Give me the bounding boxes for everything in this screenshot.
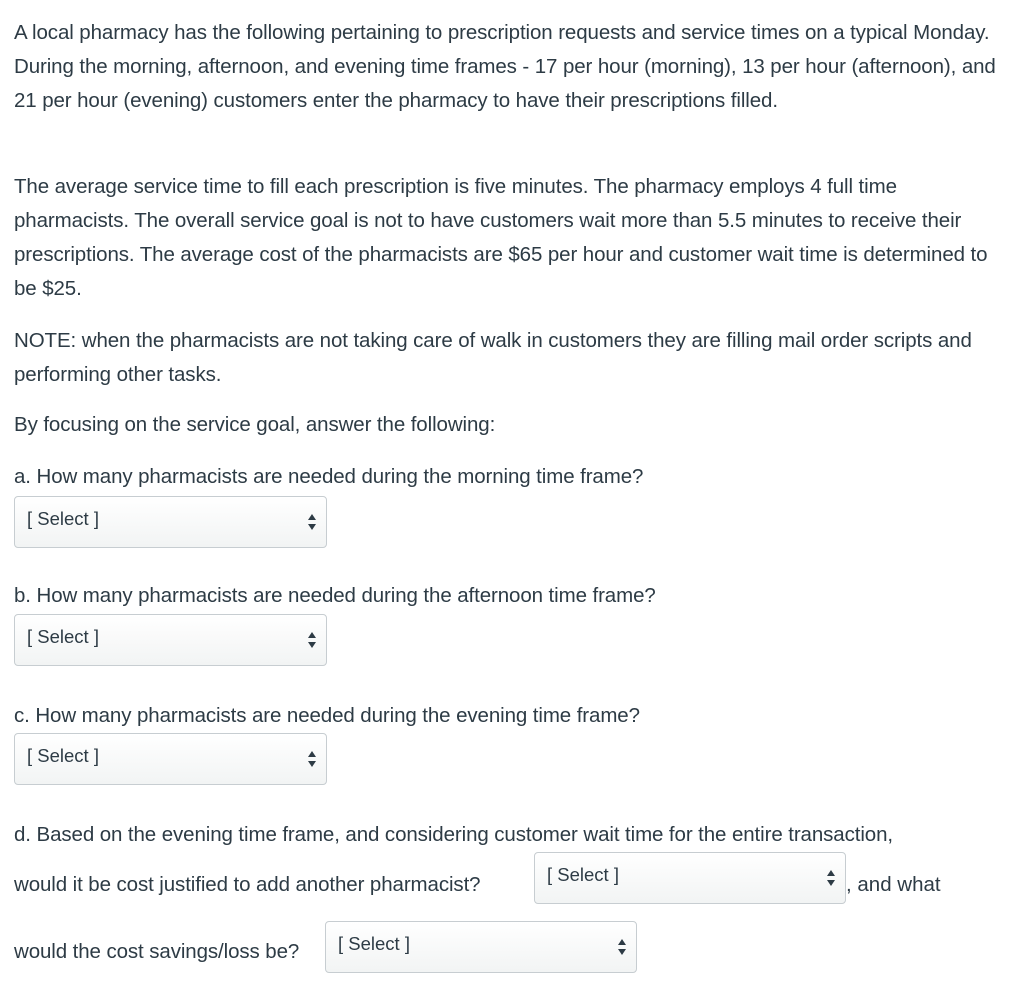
- intro-paragraph-2: The average service time to fill each prescription is five minutes. The pharmacy employs 4 full time pharmacists. The overall service goal is not to have customers wait more than 5.5 minutes to receive their prescriptions. The average cost of the pharmacists are $65 per hour and customer wait time is determined to be $25.: [14, 175, 988, 300]
- question-d-select-savings[interactable]: [325, 921, 637, 973]
- question-c-select[interactable]: [14, 733, 327, 785]
- question-d-select-justified[interactable]: [534, 852, 846, 904]
- question-a-select[interactable]: [14, 496, 327, 548]
- select-arrows-icon: [307, 750, 317, 768]
- select-arrows-icon: [307, 513, 317, 531]
- select-arrows-icon: [307, 631, 317, 649]
- intro-paragraph-1: A local pharmacy has the following pertaining to prescription requests and service times on a typical Monday. During the morning, afternoon, and evening time frames - 17 per hour (morning), 13 per hour (afternoon), and 21 per hour (evening) customers enter the pharmacy to have their prescriptions filled.: [14, 21, 996, 112]
- question-d-select-savings-value: [ Select ]: [338, 933, 410, 954]
- question-b: b. How many pharmacists are needed during the afternoon time frame?: [14, 584, 656, 607]
- question-d-tail: , and what: [846, 873, 941, 896]
- question-c: c. How many pharmacists are needed during the evening time frame?: [14, 704, 640, 727]
- question-a-select-value: [ Select ]: [27, 508, 99, 529]
- question-a: a. How many pharmacists are needed during the morning time frame?: [14, 465, 644, 488]
- question-b-select-value: [ Select ]: [27, 626, 99, 647]
- select-arrows-icon: [617, 938, 627, 956]
- question-d-line-3: would the cost savings/loss be?: [14, 940, 300, 963]
- select-arrows-icon: [826, 869, 836, 887]
- question-d-line-2: would it be cost justified to add another pharmacist?: [14, 873, 481, 896]
- question-d-select-justified-value: [ Select ]: [547, 864, 619, 885]
- question-d-line-1: d. Based on the evening time frame, and considering customer wait time for the entire transaction,: [14, 823, 893, 846]
- question-b-select[interactable]: [14, 614, 327, 666]
- instruction-paragraph: By focusing on the service goal, answer the following:: [14, 413, 496, 436]
- question-c-select-value: [ Select ]: [27, 745, 99, 766]
- note-paragraph: NOTE: when the pharmacists are not taking care of walk in customers they are filling mail order scripts and performing other tasks.: [14, 329, 972, 386]
